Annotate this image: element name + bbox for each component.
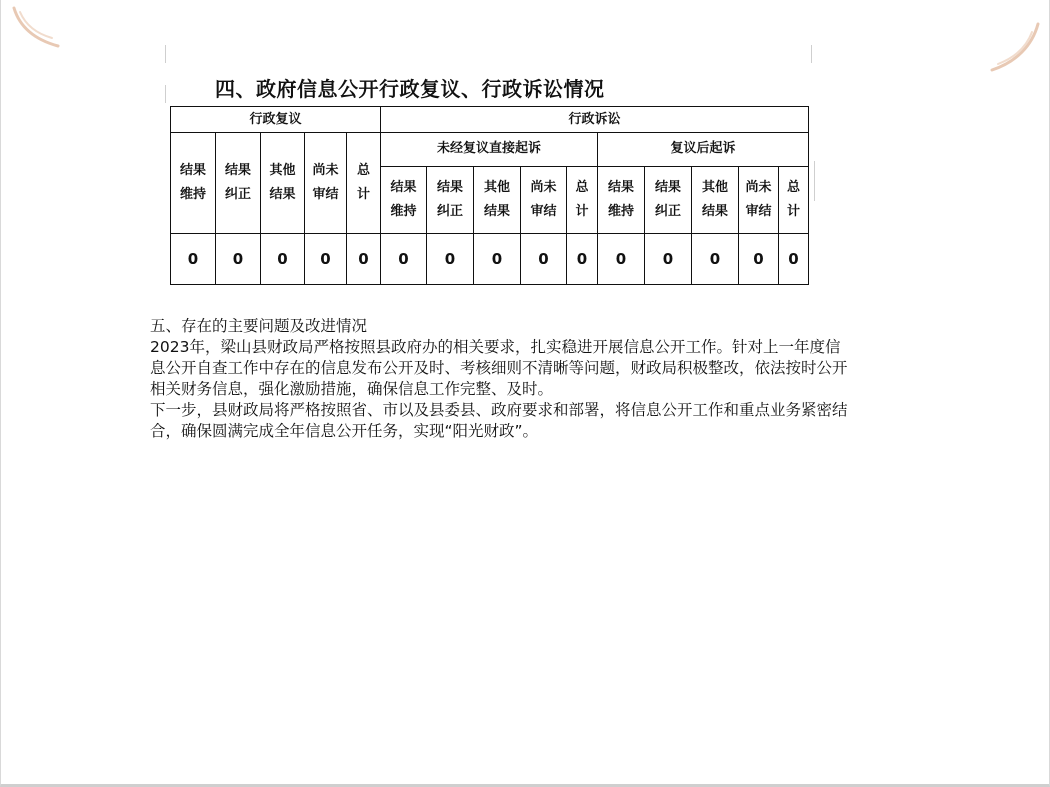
review-value-pending: 0	[305, 234, 347, 285]
section-five	[150, 316, 850, 442]
review-value-other: 0	[261, 234, 305, 285]
paragraph: 2023年，梁山县财政局严格按照县政府办的相关要求，扎实稳进开展信息公开工作。针对上一年度信息公开自查工作中存在的信息发布公开及时、考核细则不清晰等问题，财政局积极整改，依法按时公开相关财务信息，强化激励措施，确保信息工作完整、及时。	[150, 338, 848, 398]
image-edge-tick	[165, 45, 166, 63]
image-edge-tick	[811, 45, 812, 63]
direct-col-pending: 尚未 审结	[521, 166, 567, 233]
review-value-upheld: 0	[171, 234, 216, 285]
after-col-upheld: 结果 维持	[598, 166, 645, 233]
corner-ornament-top-right	[986, 20, 1046, 80]
review-col-corrected: 结果 纠正	[216, 133, 261, 234]
after-value-pending: 0	[739, 234, 779, 285]
after-review-group-header: 复议后起诉	[598, 133, 809, 167]
after-value-corrected: 0	[645, 234, 692, 285]
review-value-corrected: 0	[216, 234, 261, 285]
review-col-other: 其他 结果	[261, 133, 305, 234]
review-group-header: 行政复议	[171, 107, 381, 133]
section-heading: 五、存在的主要问题及改进情况	[150, 317, 368, 335]
litigation-group-header: 行政诉讼	[381, 107, 809, 133]
direct-col-total: 总 计	[567, 166, 598, 233]
table-title: 四、政府信息公开行政复议、行政诉讼情况	[215, 77, 605, 101]
review-value-total: 0	[347, 234, 381, 285]
review-litigation-table	[170, 106, 809, 285]
paragraph: 下一步，县财政局将严格按照省、市以及县委县、政府要求和部署，将信息公开工作和重点业务紧密结合，确保圆满完成全年信息公开任务，实现“阳光财政”。	[150, 401, 848, 440]
review-col-upheld: 结果 维持	[171, 133, 216, 234]
direct-col-other: 其他 结果	[474, 166, 521, 233]
direct-suit-group-header: 未经复议直接起诉	[381, 133, 598, 167]
direct-value-corrected: 0	[427, 234, 474, 285]
review-col-pending: 尚未 审结	[305, 133, 347, 234]
image-edge-tick	[165, 85, 166, 103]
review-litigation-table-image	[165, 45, 817, 268]
after-col-other: 其他 结果	[692, 166, 739, 233]
direct-col-upheld: 结果 维持	[381, 166, 427, 233]
after-value-total: 0	[779, 234, 809, 285]
direct-value-other: 0	[474, 234, 521, 285]
table-row	[171, 234, 809, 285]
corner-ornament-top-left	[6, 2, 66, 62]
after-col-corrected: 结果 纠正	[645, 166, 692, 233]
after-col-total: 总 计	[779, 166, 809, 233]
after-value-other: 0	[692, 234, 739, 285]
after-col-pending: 尚未 审结	[739, 166, 779, 233]
direct-value-total: 0	[567, 234, 598, 285]
direct-value-pending: 0	[521, 234, 567, 285]
direct-col-corrected: 结果 纠正	[427, 166, 474, 233]
after-value-upheld: 0	[598, 234, 645, 285]
direct-value-upheld: 0	[381, 234, 427, 285]
review-col-total: 总 计	[347, 133, 381, 234]
image-edge-tick	[814, 161, 815, 201]
